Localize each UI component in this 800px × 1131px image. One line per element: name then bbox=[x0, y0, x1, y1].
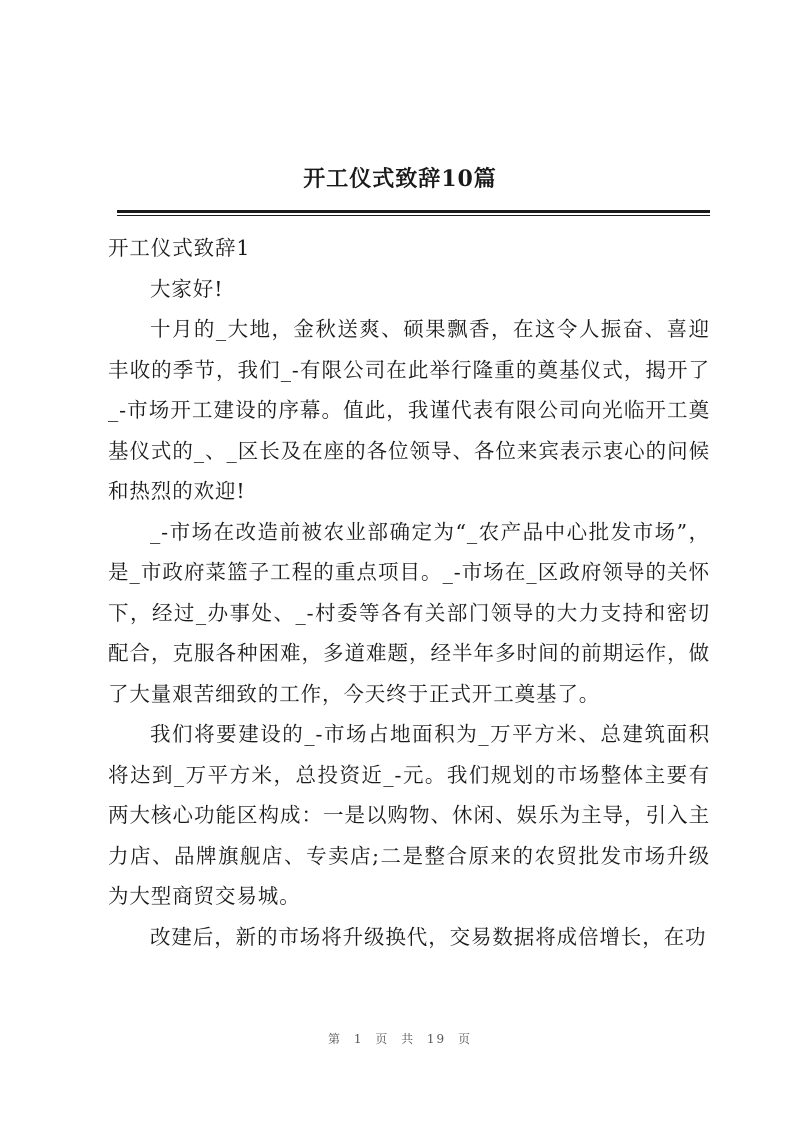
title-divider-thick bbox=[117, 210, 710, 213]
paragraph-opening: 十月的_大地，金秋送爽、硕果飘香，在这令人振奋、喜迎丰收的季节，我们_-有限公司在此举行隆重的奠基仪式，揭开了_-市场开工建设的序幕。值此，我谨代表有限公司向光临开工奠基仪式的_、_区长及在座的各位领导、各位来宾表示衷心的问候和热烈的欢迎! bbox=[108, 317, 710, 503]
section-heading: 开工仪式致辞1 bbox=[108, 236, 251, 260]
page-footer: 第 1 页 共 19 页 bbox=[328, 1032, 472, 1046]
paragraph-greeting: 大家好! bbox=[150, 276, 224, 301]
document-body bbox=[108, 228, 710, 957]
paragraph-after-rebuild: 改建后，新的市场将升级换代，交易数据将成倍增长，在功 bbox=[150, 924, 707, 949]
paragraph-market-background: _-市场在改造前被农业部确定为“_农产品中心批发市场”，是_市政府菜篮子工程的重点项目。_-市场在_区政府领导的关怀下，经过_办事处、_-村委等各有关部门领导的大力支持和密切配合，克服各种困难，多道难题，经半年多时间的前期运作，做了大量艰苦细致的工作，今天终于正式开工奠基了。 bbox=[108, 519, 710, 706]
title-divider-thin bbox=[117, 215, 710, 216]
paragraph-construction-plan: 我们将要建设的_-市场占地面积为_万平方米、总建筑面积将达到_万平方米，总投资近_-元。我们规划的市场整体主要有两大核心功能区构成：一是以购物、休闲、娱乐为主导，引入主力店、品牌旗舰店、专卖店;二是整合原来的农贸批发市场升级为大型商贸交易城。 bbox=[108, 722, 710, 908]
document-title: 开工仪式致辞10篇 bbox=[303, 166, 497, 192]
